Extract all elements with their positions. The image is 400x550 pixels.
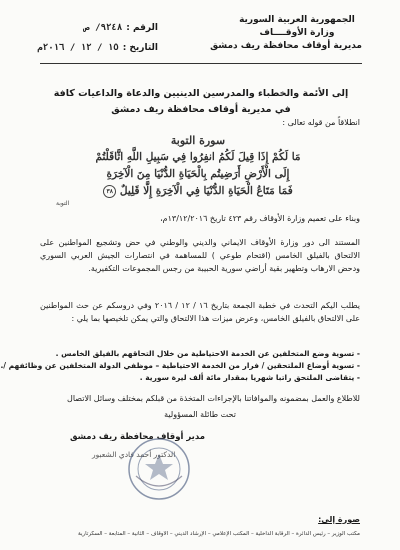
addressee-line-1: إلى الأئمة والخطباء والمدرسين الدينيين والدعاة والداعيات كافة <box>53 88 349 99</box>
cc-recipients: مكتب الوزير – رئيس الدائرة – الرقابة الداخلية – المكتب الإعلامي – الإرشاد الديني – الأوقاف – الثانية – المتابعة – السكرتارية <box>78 531 360 537</box>
org-line-country: الجمهورية العربية السورية <box>239 15 355 25</box>
list-item: - تسوية أوضاع الملتحقين / فرار من الخدمة الاحتياطية – موظفي الدولة المتخلفين عن وظائفهم /. <box>0 361 360 370</box>
verse-line-2: إِلَى الْأَرْضِ أَرَضِيتُم بِالْحَيَاةِ الدُّنْيَا مِنَ الْآخِرَةِ <box>106 168 290 180</box>
ayah-number-icon: ٣٨ <box>103 185 116 198</box>
sura-heading: سورة التوبة <box>170 134 226 147</box>
addressee-block <box>40 86 362 118</box>
date-value: ١٥ / ١٢ / ٢٠١٦م <box>37 43 119 53</box>
quran-verse-block <box>40 132 356 200</box>
verse-line-1: مَا لَكُمْ إِذَا قِيلَ لَكُمُ انفِرُوا فِي سَبِيلِ اللَّهِ اثَّاقَلْتُمْ <box>95 151 301 163</box>
official-seal-icon <box>126 436 192 502</box>
intro-text: انطلاقاً من قوله تعالى : <box>282 118 360 127</box>
header-divider <box>40 63 362 64</box>
date-label: التاريخ : <box>122 43 158 53</box>
addressee-line-2: في مديرية أوقاف محافظة ريف دمشق <box>111 104 291 115</box>
paragraph-context: المستند الى دور وزارة الأوقاف الايماني والديني والوطني في حض وتشجيع المواطنين على الالتحاق بالفيلق الخامس (اقتحام طوعي ) للمساهمة في انتصارات الجيش العربي السوري ودحض الارهاب وتطهير بقية أراضي سورية الحبيبة من رجس المجموعات التكفيرية. <box>40 238 360 274</box>
reference-number-row <box>38 18 158 38</box>
org-line-directorate: مديرية أوقاف محافظة ريف دمشق <box>210 41 362 51</box>
paragraph-reference: وبناء على تعميم وزارة الأوقاف رقم ٤٢٣ تاريخ ١٣/١٢/٢٠١٦م، <box>160 214 360 223</box>
benefits-list <box>0 348 360 384</box>
org-line-ministry: وزارة الأوقــــاف <box>259 28 335 38</box>
list-item: - يتقاضى الملتحق راتبا شهريا بمقدار مائة ألف ليرة سورية . <box>139 373 360 382</box>
paragraph-request: يطلب اليكم التحدث في خطبة الجمعة بتاريخ ١٦ / ١٢ / ٢٠١٦ وفي دروسكم عن حث المواطنين على الالتحاق بالفيلق الخامس، وعرض ميزات هذا الالتحاق والتي يمكن تلخيصها بما يلي : <box>40 301 361 324</box>
closing-instruction: للاطلاع والعمل بمضمونه والموافاتنا بالإجراءات المتخذة من قبلكم بمختلف وسائل الاتصال <box>67 394 360 403</box>
verse-line-3-text: فَمَا مَتَاعُ الْحَيَاةِ الدُّنْيَا فِي الْآخِرَةِ إِلَّا قَلِيلٌ <box>119 185 293 197</box>
responsibility-note: تحت طائلة المسؤولية <box>164 410 236 419</box>
date-row <box>38 38 158 58</box>
reference-label: الرقم : <box>126 23 158 33</box>
signatory-name: الدكتور أحمد فادي الشعبور <box>92 450 176 459</box>
reference-value: ٩٢٤٨/ ص <box>84 23 123 33</box>
signatory-title: مدير أوقاف محافظة ريف دمشق <box>70 432 206 442</box>
list-item: - تسوية وضع المتخلفين عن الخدمة الاحتياطية من خلال التحاقهم بالفيلق الخامس . <box>55 349 360 358</box>
verse-line-3 <box>40 183 356 200</box>
cc-label: صورة إلى: <box>318 515 360 524</box>
letterhead-reference <box>38 18 158 58</box>
verse-reference: التوبة <box>56 200 70 207</box>
letterhead-organization <box>210 14 362 53</box>
